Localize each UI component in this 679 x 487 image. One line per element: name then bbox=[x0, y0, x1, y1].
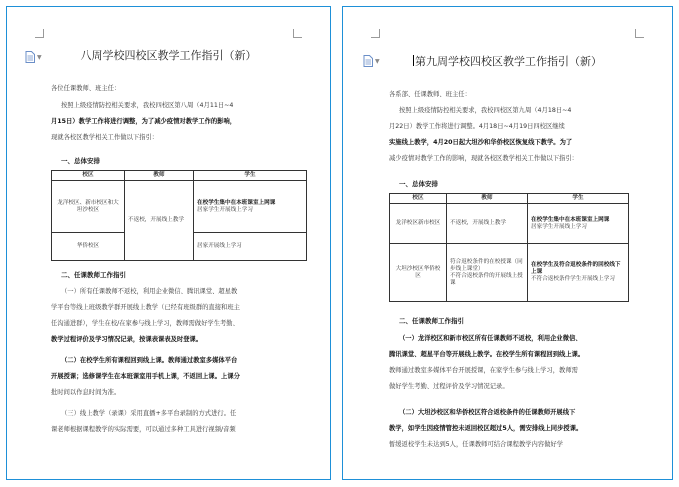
campus-cell: 大坦沙校区华侨校区 bbox=[390, 244, 447, 302]
intro-line: 按照上级疫情防控相关要求，我校四校区第九周（4月18日~4 bbox=[399, 107, 572, 114]
table-header: 学生 bbox=[528, 194, 629, 204]
greeting: 各系部、任课教师、班主任： bbox=[389, 91, 471, 98]
greeting: 各位任课教师、班主任： bbox=[51, 85, 121, 92]
paragraph-line: （二）在校学生所有课程回到线上课。教师通过教室多媒体平台 bbox=[61, 357, 238, 364]
table-row bbox=[52, 181, 307, 233]
student-cell-text: 居家学生开展线上学习 bbox=[531, 223, 587, 230]
paragraph-line: 教师通过教室多媒体平台开展授课，在家学生参与线上学习，教师需 bbox=[389, 367, 578, 374]
paragraph-line: 腾讯课堂、超星平台等开展线上教学。在校学生所有课程回到线上课。 bbox=[389, 351, 585, 358]
paragraph-line: 任沟通进群），学生在校/在家参与线上学习，教师需做好学生考勤、 bbox=[51, 320, 239, 327]
student-cell-bold: 在校学生集中在本班课室上网课 bbox=[197, 199, 276, 206]
teacher-cell-line: 不符合返校条件的开展线上授课 bbox=[450, 272, 523, 286]
document-page-week9 bbox=[342, 6, 673, 480]
intro-line: 按照上级疫情防控相关要求，我校四校区第八周（4月11日~4 bbox=[61, 102, 234, 109]
table-header-row bbox=[390, 194, 629, 204]
student-cell-bold: 在校学生及符合返校条件的回校线下上课 bbox=[531, 262, 621, 275]
teacher-cell: 不返校，开展线上教学 bbox=[125, 181, 194, 261]
table-header: 校区 bbox=[390, 194, 447, 204]
campus-cell: 华侨校区 bbox=[52, 233, 125, 261]
paragraph-line: 教学，如学生因疫情管控未返回校区超过5人，需安排线上同步授课。 bbox=[389, 425, 583, 432]
schedule-table bbox=[389, 193, 629, 302]
paragraph-line: （一）所有任课教师不返校，利用企业微信、腾讯课堂、超星教 bbox=[61, 288, 238, 295]
paragraph-line: 批时间以作息时间为准。 bbox=[51, 389, 121, 396]
student-cell bbox=[194, 181, 307, 233]
document-page-week8 bbox=[6, 6, 331, 480]
margin-corner-mark bbox=[35, 29, 44, 38]
paragraph-line: 教学过程评价及学习情况记录，按课表课表及时登课。 bbox=[51, 336, 203, 343]
paragraph-line: （三）线上教学（录课）采用直播+多平台录制的方式进行。任 bbox=[61, 410, 237, 417]
campus-cell: 龙洋校区新市校区 bbox=[390, 204, 447, 244]
intro-line: 现就各校区教学相关工作做以下指引： bbox=[51, 134, 159, 141]
teacher-cell bbox=[447, 244, 528, 302]
section-heading: 二、任课教师工作指引 bbox=[399, 317, 464, 325]
campus-cell: 龙洋校区、新市校区和大坦沙校区 bbox=[52, 181, 125, 233]
table-header: 校区 bbox=[52, 171, 125, 181]
chevron-down-icon[interactable]: ▼ bbox=[37, 54, 42, 61]
intro-line: 月22日）教学工作将进行调整。4月18日~4月19日四校区继续 bbox=[389, 123, 565, 130]
student-cell bbox=[528, 244, 629, 302]
paragraph-line: 开展授课；选修课学生在本班课室用手机上课，不返回上课。上课分 bbox=[51, 373, 240, 380]
intro-line: 实施线上教学，4月20日起大坦沙和华侨校区恢复线下教学。为了 bbox=[389, 139, 573, 146]
student-cell bbox=[528, 204, 629, 244]
margin-corner-mark bbox=[293, 29, 302, 38]
table-header: 教师 bbox=[447, 194, 528, 204]
table-row bbox=[390, 244, 629, 302]
text-cursor bbox=[413, 55, 414, 66]
paragraph-line: 暂缓返校学生未达到5人，任课教师可结合课程教学内容做好学 bbox=[389, 441, 564, 448]
section-heading: 一、总体安排 bbox=[61, 157, 100, 165]
margin-corner-mark bbox=[371, 29, 380, 38]
teacher-cell: 不返校，开展线上教学 bbox=[447, 204, 528, 244]
student-cell-bold: 在校学生集中在本班课室上网课 bbox=[531, 216, 610, 223]
page-title: 第九周学校四校区教学工作指引（新） bbox=[415, 55, 602, 68]
table-header: 教师 bbox=[125, 171, 194, 181]
student-cell-text: 不符合返校条件学生开展线上学习 bbox=[531, 276, 615, 282]
teacher-cell-line: 符合返校条件的在校授课（同步线上课堂） bbox=[450, 258, 523, 272]
paragraph-line: 做好学生考勤、过程评价及学习情况记录。 bbox=[389, 383, 509, 390]
student-cell: 居家开展线上学习 bbox=[194, 233, 307, 261]
student-cell-text: 居家学生开展线上学习 bbox=[197, 206, 253, 213]
schedule-table bbox=[51, 170, 307, 261]
intro-line: 减少疫情对教学工作的影响，现就各校区教学相关工作做以下指引： bbox=[389, 155, 578, 162]
page-title: 八周学校四校区教学工作指引（新） bbox=[80, 49, 257, 62]
paragraph-line: 课老师根据课程教学的实际需要，可以通过多种工具进行视频/音频 bbox=[51, 426, 236, 433]
chevron-down-icon[interactable]: ▼ bbox=[375, 58, 380, 65]
paragraph-line: （一）龙洋校区和新市校区所有任课教师不返校，利用企业微信、 bbox=[399, 335, 582, 342]
paragraph-line: （二）大坦沙校区和华侨校区符合返校条件的任课教师开展线下 bbox=[399, 409, 576, 416]
table-header-row bbox=[52, 171, 307, 181]
section-heading: 一、总体安排 bbox=[399, 180, 438, 188]
paragraph-line: 学平台等线上班级教学群开展线上教学（已经有班级群的直接和班主 bbox=[51, 304, 240, 311]
margin-corner-mark bbox=[635, 29, 644, 38]
intro-line: 月15日）教学工作将进行调整，为了减少疫情对教学工作的影响， bbox=[51, 118, 237, 125]
table-row bbox=[390, 204, 629, 244]
table-header: 学生 bbox=[194, 171, 307, 181]
section-heading: 二、任课教师工作指引 bbox=[61, 271, 126, 279]
